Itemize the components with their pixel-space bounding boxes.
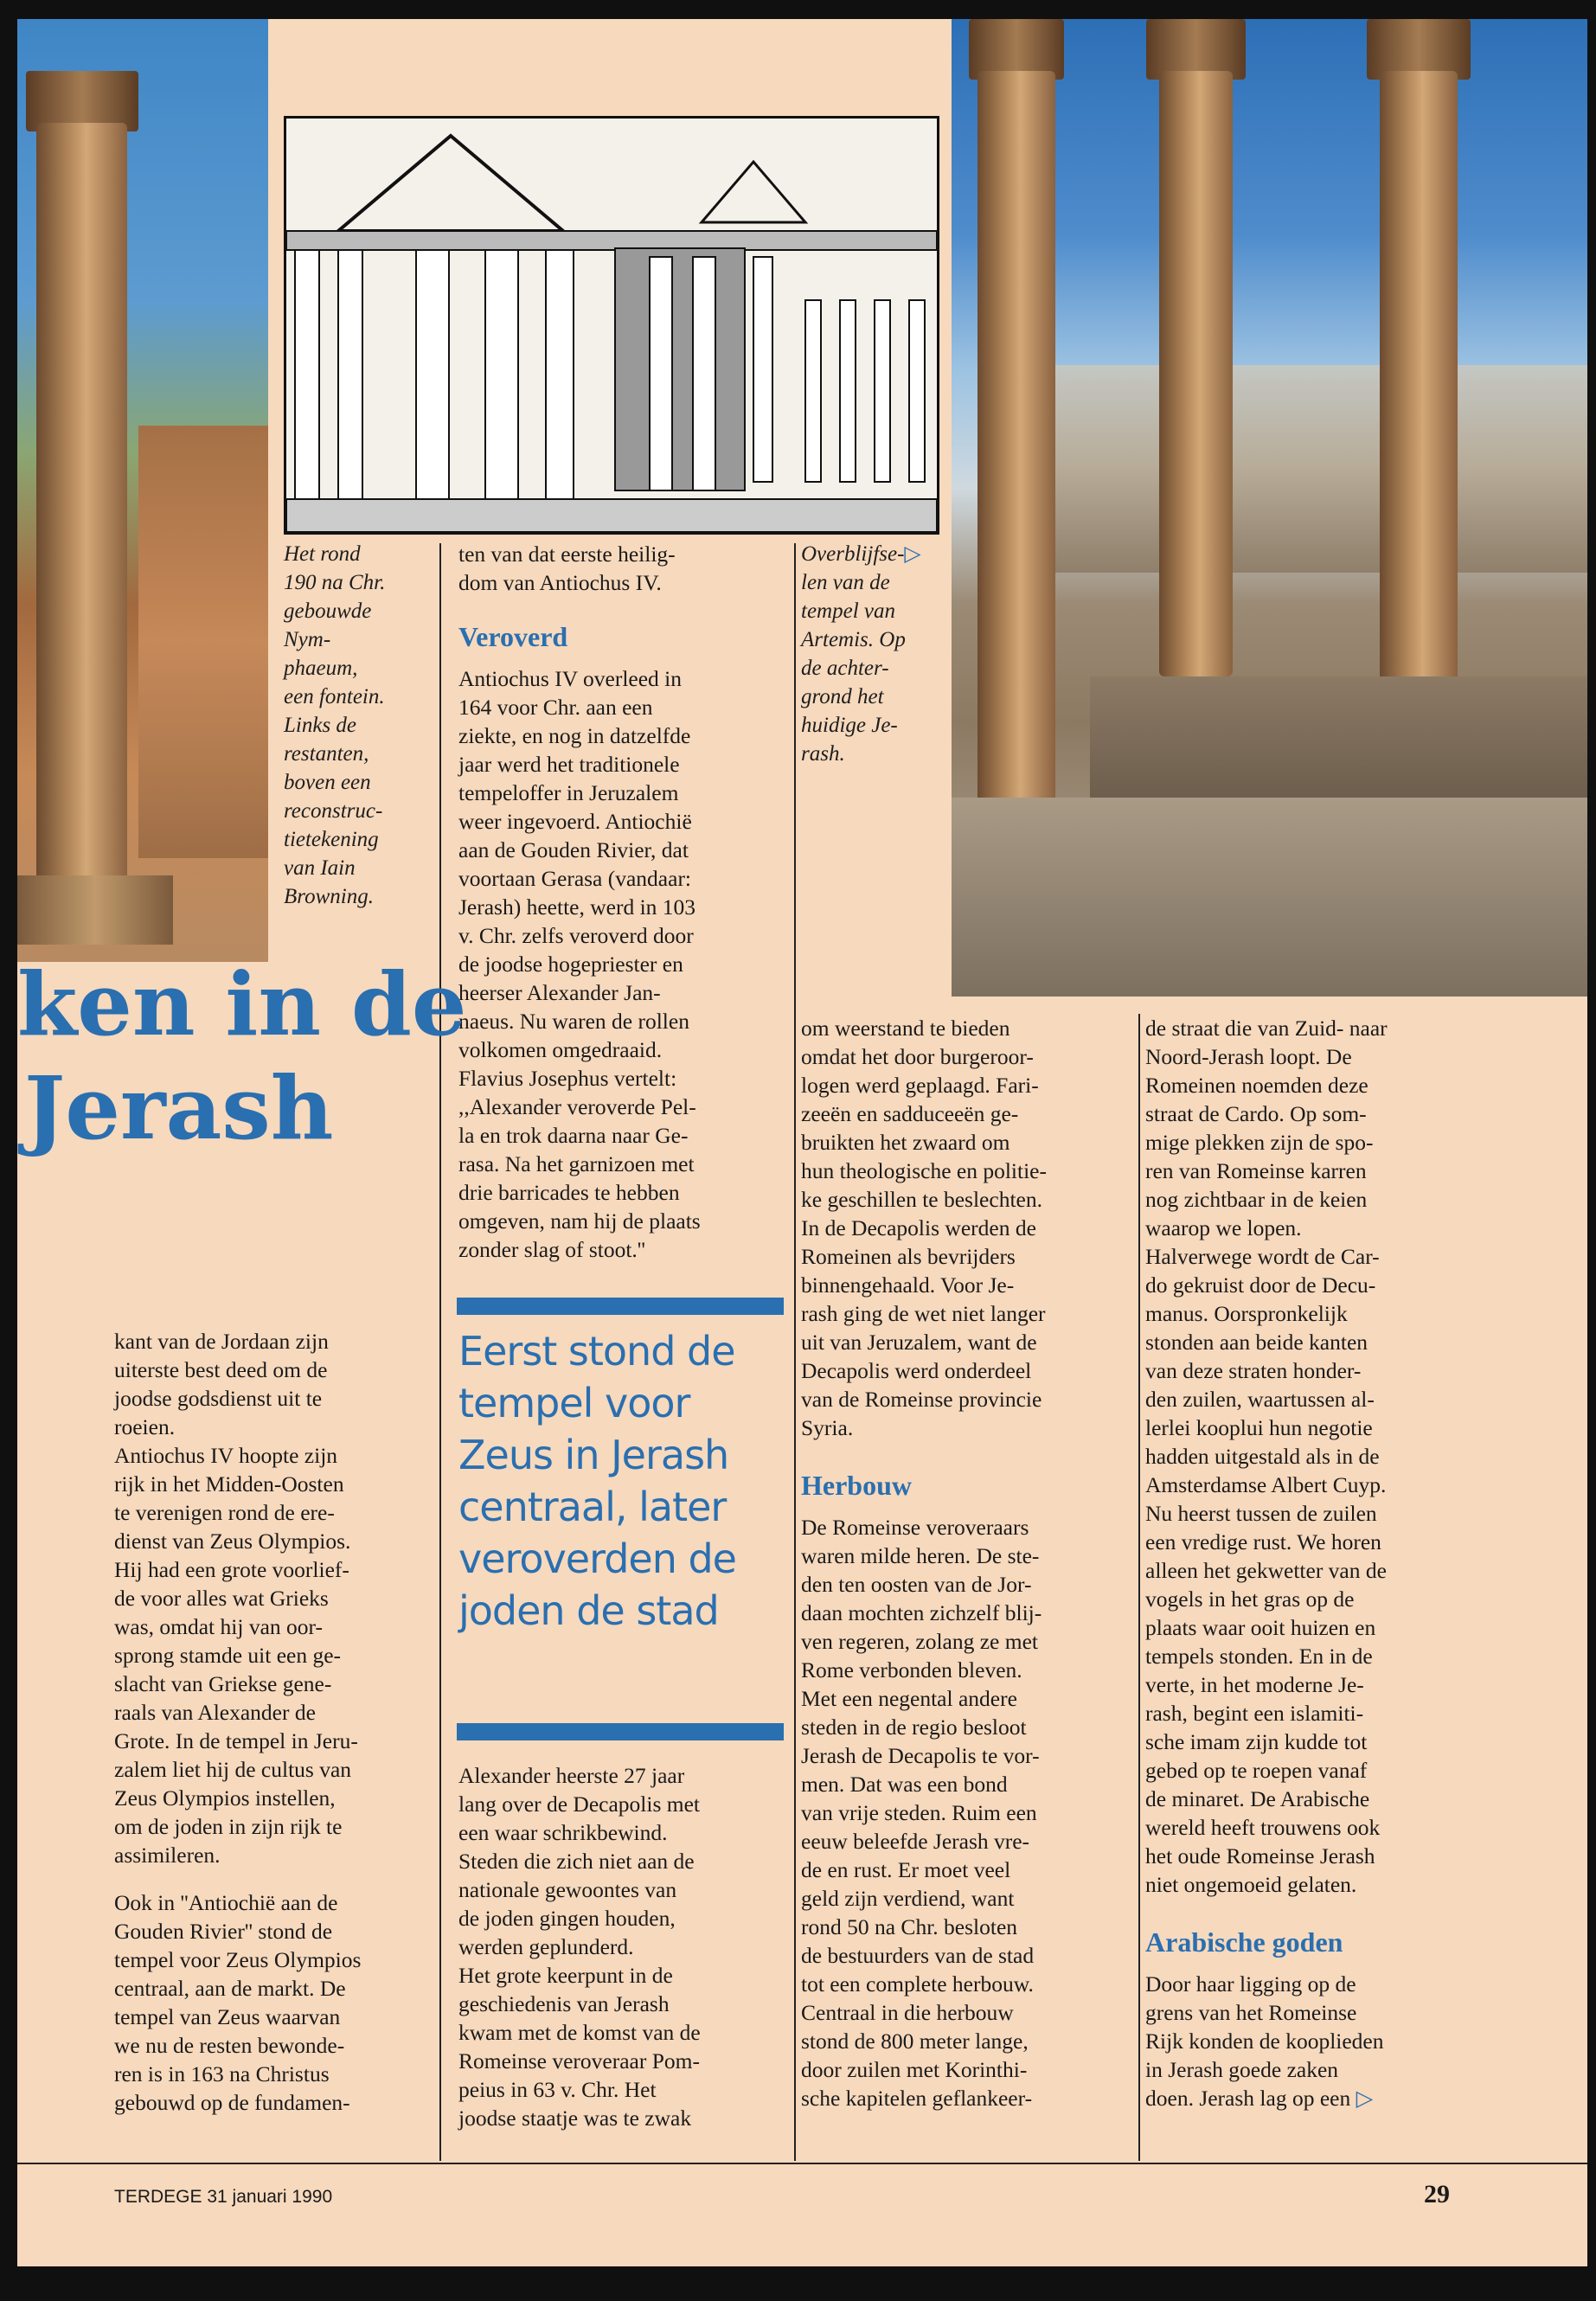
stone-column — [36, 123, 127, 884]
continue-arrow-icon: ▷ — [904, 542, 921, 566]
headline-line-1: ken in de — [17, 953, 467, 1055]
stone-column — [1159, 71, 1233, 676]
ruin-wall — [138, 426, 268, 858]
article-column-3: om weerstand te bieden omdat het door burgeroor- logen werd geplaagd. Fari- zeeën en sadduceeën ge- bruikten het zwaard om hun theologische en politie- ke geschillen te beslechten. In de Decapolis werden de Romeinen als bevrijders binnengehaald. Voor Je- rash ging de wet niet langer uit van Jeruzalem, want de Decapolis werd onderdeel van de Romeinse provincie Syria. Herbouw De Romeinse veroveraars waren milde heren. De ste- den ten oosten van de Jor- daan mochten zichzelf blij- ven regeren, zolang ze met Rome verbonden bleven. Met een negental andere steden in de regio besloot Jerash de Decapolis te vor- men. Dat was een bond van vrije steden. Ruim een eeuw beleefde Jerash vre- de en rust. Er moet veel geld zijn verdiend, want rond 50 na Chr. besloten de bestuurders van de stad tot een complete herbouw. Centraal in die herbouw stond de 800 meter lange, door zuilen met Korinthi- sche kapitelen geflankeer- — [801, 1014, 1130, 2112]
stone-platform — [1090, 676, 1587, 798]
article-column-2-continued: Alexander heerste 27 jaar lang over de Decapolis met een waar schrikbewind. Steden die zich niet aan de nationale gewoontes van de joden gingen houden, werden geplunderd. Het grote keerpunt in de geschiedenis van Jerash kwam met de komst van de Romeinse veroveraar Pom- peius in 63 v. Chr. Het joodse staatje was te zwak — [458, 1763, 701, 2131]
article-column-4: de straat die van Zuid- naar Noord-Jerash loopt. De Romeinen noemden deze straat de Cardo. Op som- mige plekken zijn de spo- ren van Romeinse karren nog zichtbaar in de keien waarop we lopen. Halverwege wordt de Car- do gekruist door de Decu- manus. Oorspronkelijk stonden aan beide kanten van deze straten honder- den zuilen, waartussen al- lerlei kooplui hun negotie hadden uitgestald als in de Amsterdamse Albert Cuyp. Nu heerst tussen de zuilen een vredige rust. We horen alleen het gekwetter van de vogels in het gras op de plaats waar ooit huizen en tempels stonden. En in de verte, in het moderne Je- rash, begint een islamiti- sche imam zijn kudde tot gebed op te roepen vanaf de minaret. De Arabische wereld heeft trouwens ook het oude Romeinse Jerash niet ongemoeid gelaten. Arabische goden Door haar ligging op de grens van het Romeinse Rijk konden de kooplieden in Jerash goede zaken doen. Jerash lag op een ▷ — [1145, 1014, 1483, 2112]
column-rule — [794, 543, 796, 2161]
modern-jerash-skyline — [1047, 365, 1587, 573]
pullquote-bar-bottom — [457, 1723, 784, 1740]
article-column-1: kant van de Jordaan zijn uiterste best deed om de joodse godsdienst uit te roeien. Antiochus IV hoopte zijn rijk in het Midden-Oosten te verenigen rond de ere- dienst van Zeus Olympios. Hij had een grote voorlief- de voor alles wat Grieks was, omdat hij van oor- sprong stamde uit een ge- slacht van Griekse gene- raals van Alexander de Grote. In de tempel in Jeru- zalem liet hij de cultus van Zeus Olympios instellen, om de joden in zijn rijk te assimileren. Ook in ''Antiochië aan de Gouden Rivier'' stond de tempel voor Zeus Olympios centraal, aan de markt. De tempel van Zeus waarvan we nu de resten bewonde- ren is in 163 na Christus gebouwd op de fundamen- — [114, 1329, 362, 2115]
headline-line-2: Jerash — [24, 1057, 334, 1159]
column-rule — [1138, 1014, 1140, 2161]
photo-nymphaeum-ruins — [17, 19, 268, 962]
stone-pavement — [952, 798, 1587, 997]
continue-arrow-icon: ▷ — [1356, 2086, 1374, 2111]
caption-nymphaeum: Het rond 190 na Chr. gebouwde Nym- phaeum, een fontein. Links de restanten, boven een reconstruc- tietekening van Iain Browning. — [284, 542, 386, 908]
temple-reconstruction-illustration — [286, 119, 937, 532]
subheading-arabische-goden: Arabische goden — [1145, 1926, 1343, 1958]
magazine-page — [17, 19, 1587, 2266]
column-rule — [439, 543, 441, 2161]
photo-artemis-temple-columns — [952, 19, 1587, 997]
page-number: 29 — [1424, 2180, 1450, 2208]
subheading-herbouw: Herbouw — [801, 1470, 912, 1501]
footer-publication: TERDEGE 31 januari 1990 — [114, 2187, 333, 2207]
pullquote-bar-top — [457, 1298, 784, 1315]
caption-artemis: Overblijfse-▷ len van de tempel van Artemis. Op de achter- grond het huidige Je- rash. — [801, 542, 921, 766]
subheading-veroverd: Veroverd — [458, 621, 568, 652]
footer-rule — [17, 2163, 1587, 2164]
column-base — [17, 875, 173, 945]
stone-column — [1380, 71, 1458, 694]
pullquote: Eerst stond de tempel voor Zeus in Jerash centraal, later veroverden de joden de stad — [458, 1328, 736, 1634]
article-column-2: ten van dat eerste heilig- dom van Antiochus IV. Veroverd Antiochus IV overleed in 164 voor Chr. aan een ziekte, en nog in datzelfde jaar werd het traditionele tempeloffer in Jeruzalem weer ingevoerd. Antiochië aan de Gouden Rivier, dat voortaan Gerasa (vandaar: Jerash) heette, werd in 103 v. Chr. zelfs veroverd door de joodse hogepriester en heerser Alexander Jan- naeus. Nu waren de rollen volkomen omgedraaid. Flavius Josephus vertelt: ,,Alexander veroverde Pel- la en trok daarna naar Ge- rasa. Na het garnizoen met drie barricades te hebben omgeven, nam hij de plaats zonder slag of stoot.'' — [458, 540, 787, 1264]
reconstruction-drawing — [284, 116, 939, 535]
